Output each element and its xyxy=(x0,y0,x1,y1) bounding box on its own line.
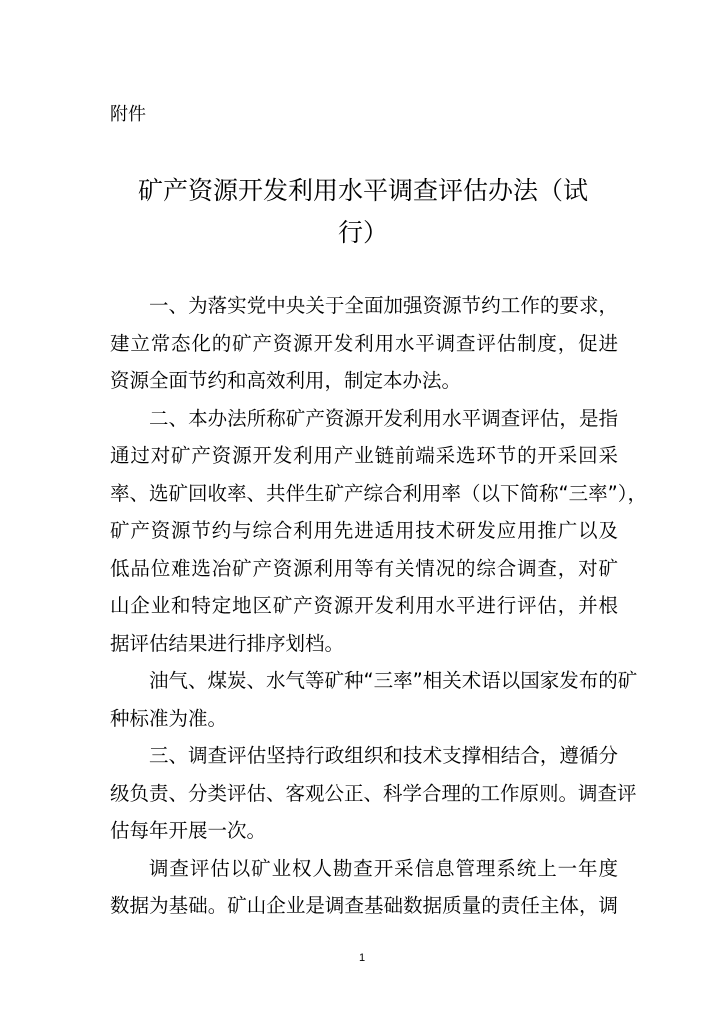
text-line: 级负责、分类评估、客观公正、科学合理的工作原则。调查评 xyxy=(110,781,637,805)
text-line: 种标准为准。 xyxy=(110,706,228,730)
text-line: 油气、煤炭、水气等矿种“三率”相关术语以国家发布的矿 xyxy=(149,669,638,692)
text-line: 据评估结果进行排序划档。 xyxy=(110,631,345,655)
text-line: 二、本办法所称矿产资源开发利用水平调查评估，是指 xyxy=(149,406,618,430)
text-line: 资源全面节约和高效利用，制定本办法。 xyxy=(110,369,462,392)
paragraph-2 xyxy=(110,400,647,663)
paragraph-3 xyxy=(110,662,638,737)
paragraph-1 xyxy=(110,287,618,400)
text-line: 山企业和特定地区矿产资源开发利用水平进行评估，并根 xyxy=(110,594,618,617)
text-line: 率、选矿回收率、共伴生矿产综合利用率（以下简称“三率”）， xyxy=(110,481,647,505)
text-line: 低品位难选冶矿产资源利用等有关情况的综合调查，对矿 xyxy=(110,556,618,580)
text-line: 建立常态化的矿产资源开发利用水平调查评估制度，促进 xyxy=(110,331,618,355)
text-line: 三、调查评估坚持行政组织和技术支撑相结合，遵循分 xyxy=(149,744,618,767)
paragraph-4 xyxy=(110,737,637,850)
paragraph-5 xyxy=(110,850,618,925)
text-line: 数据为基础。矿山企业是调查基础数据质量的责任主体，调 xyxy=(110,894,618,917)
document-body xyxy=(110,287,647,925)
text-line: 通过对矿产资源开发利用产业链前端采选环节的开采回采 xyxy=(110,444,618,467)
text-line: 调查评估以矿业权人勘查开采信息管理系统上一年度 xyxy=(149,856,618,880)
text-line: 一、为落实党中央关于全面加强资源节约工作的要求， xyxy=(149,294,618,317)
text-line: 估每年开展一次。 xyxy=(110,819,267,842)
title-line: 行） xyxy=(337,218,388,247)
page-number: 1 xyxy=(358,952,366,964)
attachment-label: 附件 xyxy=(110,104,146,125)
text-line: 矿产资源节约与综合利用先进适用技术研发应用推广以及 xyxy=(110,519,618,542)
document-title xyxy=(108,170,618,254)
title-line: 矿产资源开发利用水平调查评估办法（试 xyxy=(137,176,588,205)
